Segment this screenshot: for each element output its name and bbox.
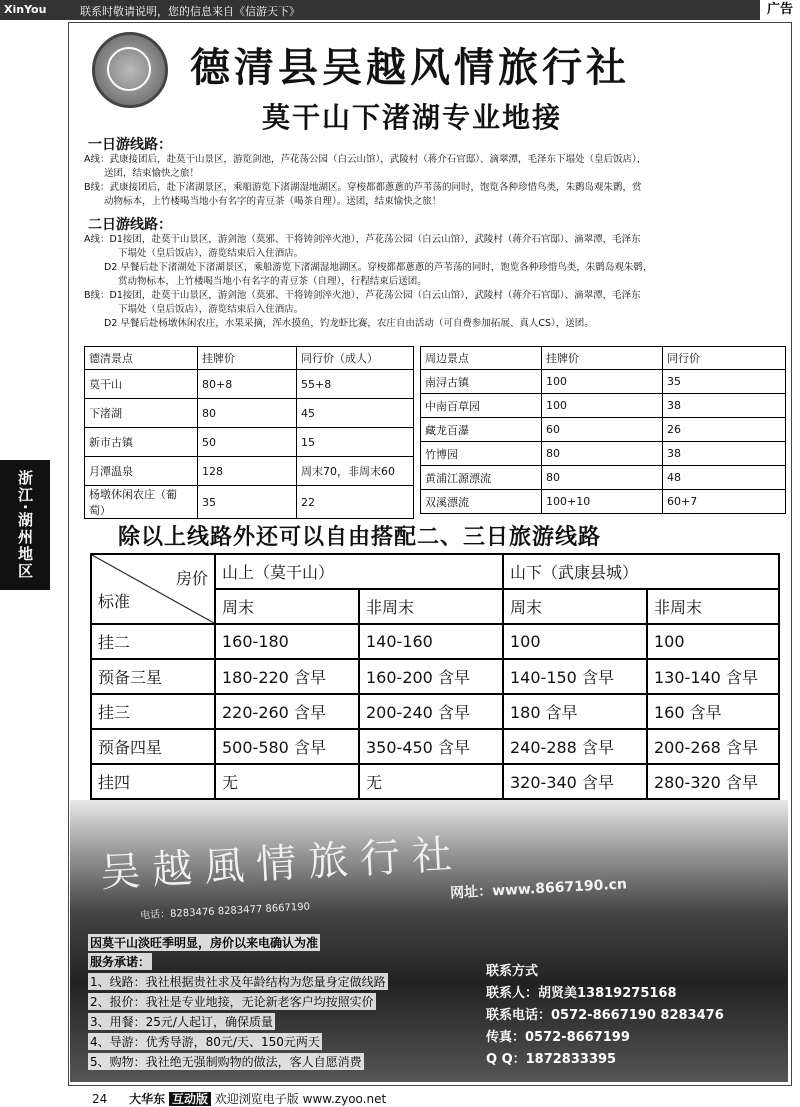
table-header: 周末 <box>503 589 647 624</box>
route-line: 动物标本，上竹楼喝当地小有名字的青豆茶（喝茶自理）。送团，结束愉快之旅！ <box>104 196 442 207</box>
table-cell: 莫干山 <box>85 370 198 399</box>
table-row <box>91 729 779 764</box>
table-cell: 中南百草园 <box>421 394 542 418</box>
table-cell: 80 <box>198 399 297 428</box>
table-cell: 80+8 <box>198 370 297 399</box>
table-header: 非周末 <box>647 589 779 624</box>
table-cell: 50 <box>198 428 297 457</box>
table-cell: 100 <box>503 624 647 659</box>
storefront-phones: 电话：8283476 8283477 8667190 <box>139 901 311 922</box>
table-cell: 100 <box>542 370 663 394</box>
route-line: A线：D1接团，赴莫干山景区，游剑池（莫邪、干将铸剑淬火池），芦花荡公园（白云山馆），武陵村（蒋介石官邸）、滴翠潭，毛泽东 <box>84 234 641 245</box>
table-cell: 挂三 <box>91 694 215 729</box>
table-row <box>421 442 786 466</box>
table-cell: 35 <box>663 370 786 394</box>
agency-subtitle: 莫干山下渚湖专业地接 <box>262 101 563 134</box>
table-cell: 60+7 <box>663 490 786 514</box>
table-cell: 竹博园 <box>421 442 542 466</box>
table-cell: 100+10 <box>542 490 663 514</box>
table-row <box>421 466 786 490</box>
contact-heading: 联系方式 <box>486 964 539 979</box>
table-cell: 80 <box>542 442 663 466</box>
table-cell: 140-160 <box>359 624 503 659</box>
table-cell: 240-288 含早 <box>503 729 647 764</box>
contact-fax: 传真：0572-8667199 <box>486 1030 630 1045</box>
table-row <box>85 457 414 486</box>
ad-label: 广告 <box>760 0 800 20</box>
route-line: D2 早餐后赴杨墩休闲农庄，水果采摘，浑水摸鱼，钓龙虾比赛，农庄自由活动（可自费参加拓展、真人CS），送团。 <box>104 318 594 329</box>
table-cell: 200-268 含早 <box>647 729 779 764</box>
table-header-row <box>85 347 414 370</box>
contact-person: 联系人：胡贤美13819275168 <box>486 986 677 1001</box>
table-cell: 双溪漂流 <box>421 490 542 514</box>
route-line: 下塌处（皇后饭店），游览结束后入住酒店。 <box>118 304 304 315</box>
table-cell: 320-340 含早 <box>503 764 647 799</box>
table-header: 同行价 <box>663 347 786 370</box>
service-item: 2、报价：我社是专业地接，无论新老客户均按照实价 <box>90 995 374 1009</box>
storefront-sign: 吴越風情旅行社 <box>99 831 466 897</box>
table-header: 周末 <box>215 589 359 624</box>
table-row <box>91 694 779 729</box>
table-cell: 黄浦江源漂流 <box>421 466 542 490</box>
table-row <box>421 394 786 418</box>
two-day-heading: 二日游线路： <box>88 217 172 233</box>
top-bar <box>0 0 800 20</box>
scenic-price-table <box>84 346 414 519</box>
table-cell: 220-260 含早 <box>215 694 359 729</box>
table-header-row <box>421 347 786 370</box>
table-cell: 预备三星 <box>91 659 215 694</box>
route-line: 赏动物标本，上竹楼喝当地小有名字的青豆茶（自理），行程结束后送团。 <box>118 276 427 287</box>
xinyou-logo: XinYou <box>4 3 47 16</box>
table-header: 非周末 <box>359 589 503 624</box>
table-cell: 140-150 含早 <box>503 659 647 694</box>
route-line: 下塌处（皇后饭店），游览结束后入住酒店。 <box>118 248 304 259</box>
service-item: 3、用餐：25元/人起订，确保质量 <box>90 1015 273 1029</box>
table-cell: 60 <box>542 418 663 442</box>
table-cell: 月潭温泉 <box>85 457 198 486</box>
table-cell: 350-450 含早 <box>359 729 503 764</box>
price-note: 因莫干山淡旺季明显，房价以来电确认为准 <box>90 936 319 950</box>
agency-seal-icon <box>92 32 168 108</box>
table-header: 周边景点 <box>421 347 542 370</box>
table-row <box>85 428 414 457</box>
top-bar-text: 联系时敬请说明，您的信息来自《信游天下》 <box>80 5 300 18</box>
county-header: 山下（武康县城） <box>503 554 779 589</box>
table-cell: 160-200 含早 <box>359 659 503 694</box>
route-line: 送团，结束愉快之旅！ <box>104 168 200 179</box>
table-row <box>91 624 779 659</box>
table-cell: 128 <box>198 457 297 486</box>
table-cell: 26 <box>663 418 786 442</box>
service-item: 4、导游：优秀导游，80元/天、150元两天 <box>90 1035 320 1049</box>
table-row <box>91 764 779 799</box>
table-cell: 100 <box>542 394 663 418</box>
table-corner-header <box>91 554 215 624</box>
route-line: B线：D1接团，赴莫干山景区，游剑池（莫邪、干将铸剑淬火池），芦花荡公园（白云山馆），武陵村（蒋介石官邸）、滴翠潭，毛泽东 <box>84 290 641 301</box>
region-side-label: 浙江·湖州地区 <box>0 460 50 590</box>
contact-phone: 联系电话：0572-8667190 8283476 <box>486 1008 724 1023</box>
table-cell: 80 <box>542 466 663 490</box>
table-cell: 160-180 <box>215 624 359 659</box>
table-cell: 45 <box>297 399 414 428</box>
magazine-brand: 大华东 <box>129 1092 166 1106</box>
table-row <box>421 370 786 394</box>
hotel-price-table <box>90 553 780 835</box>
table-row <box>421 490 786 514</box>
nearby-price-table <box>420 346 786 514</box>
table-cell: 无 <box>215 764 359 799</box>
table-row <box>91 659 779 694</box>
table-cell: 35 <box>198 486 297 519</box>
footer-site-link[interactable]: www.zyoo.net <box>302 1092 387 1106</box>
one-day-heading: 一日游线路： <box>88 137 172 153</box>
mountain-header: 山上（莫干山） <box>215 554 503 589</box>
table-cell: 藏龙百瀑 <box>421 418 542 442</box>
table-header: 挂牌价 <box>198 347 297 370</box>
table-cell: 新市古镇 <box>85 428 198 457</box>
table-cell: 55+8 <box>297 370 414 399</box>
service-item: 5、购物：我社绝无强制购物的做法，客人自愿消费 <box>90 1055 362 1069</box>
table-cell: 280-320 含早 <box>647 764 779 799</box>
table-cell: 南浔古镇 <box>421 370 542 394</box>
table-header: 同行价（成人） <box>297 347 414 370</box>
table-cell: 杨墩休闲农庄（葡萄） <box>85 486 198 519</box>
table-row <box>85 486 414 519</box>
table-cell: 130-140 含早 <box>647 659 779 694</box>
page-footer <box>92 1090 386 1107</box>
table-row <box>421 418 786 442</box>
table-cell: 22 <box>297 486 414 519</box>
table-row <box>85 370 414 399</box>
table-cell: 48 <box>663 466 786 490</box>
custom-route-headline: 除以上线路外还可以自由搭配二、三日旅游线路 <box>118 525 602 550</box>
room-price-header: 房价 <box>175 569 208 588</box>
footer-tagline: 欢迎浏览电子版 <box>214 1092 299 1106</box>
table-header-row <box>91 554 779 589</box>
table-header: 挂牌价 <box>542 347 663 370</box>
route-line: A线：武康接团后，赴莫干山景区，游览剑池，芦花荡公园（白云山馆），武陵村（蒋介石官邸）、滴翠潭，毛泽东下塌处（皇后饭店）， <box>84 154 647 165</box>
table-cell: 挂四 <box>91 764 215 799</box>
service-item: 1、线路：我社根据贵社求及年龄结构为您量身定做线路 <box>90 975 386 989</box>
table-cell: 15 <box>297 428 414 457</box>
table-cell: 38 <box>663 442 786 466</box>
route-line: B线：武康接团后，赴下渚湖景区，乘船游览下渚湖湿地湖区。穿梭都都蔥蔥的芦苇荡的同时，饱览各种珍惜鸟类，朱鹮岛观朱鹮，赏 <box>84 182 642 193</box>
table-cell: 500-580 含早 <box>215 729 359 764</box>
table-cell: 160 含早 <box>647 694 779 729</box>
page-number: 24 <box>92 1092 108 1106</box>
standard-header: 标准 <box>98 592 131 611</box>
storefront-url: 网址：www.8667190.cn <box>449 876 628 902</box>
table-cell: 200-240 含早 <box>359 694 503 729</box>
interactive-badge: 互动版 <box>169 1092 211 1106</box>
table-cell: 无 <box>359 764 503 799</box>
table-cell: 180-220 含早 <box>215 659 359 694</box>
route-line: D2 早餐后赴下渚湖处下渚湖景区，乘船游览下渚湖湿地湖区。穿梭都都蔥蔥的芦苇荡的同时，饱览各种珍惜鸟类，朱鹮岛观朱鹮， <box>104 262 653 273</box>
contact-qq: Q Q：1872833395 <box>486 1052 617 1067</box>
table-cell: 下渚湖 <box>85 399 198 428</box>
table-header: 德清景点 <box>85 347 198 370</box>
table-cell: 180 含早 <box>503 694 647 729</box>
service-heading: 服务承诺： <box>90 955 151 969</box>
agency-title: 德清县吴越风情旅行社 <box>190 44 630 91</box>
table-cell: 38 <box>663 394 786 418</box>
table-cell: 100 <box>647 624 779 659</box>
table-cell: 挂二 <box>91 624 215 659</box>
table-cell: 预备四星 <box>91 729 215 764</box>
table-row <box>85 399 414 428</box>
table-cell: 周末70，非周末60 <box>297 457 414 486</box>
